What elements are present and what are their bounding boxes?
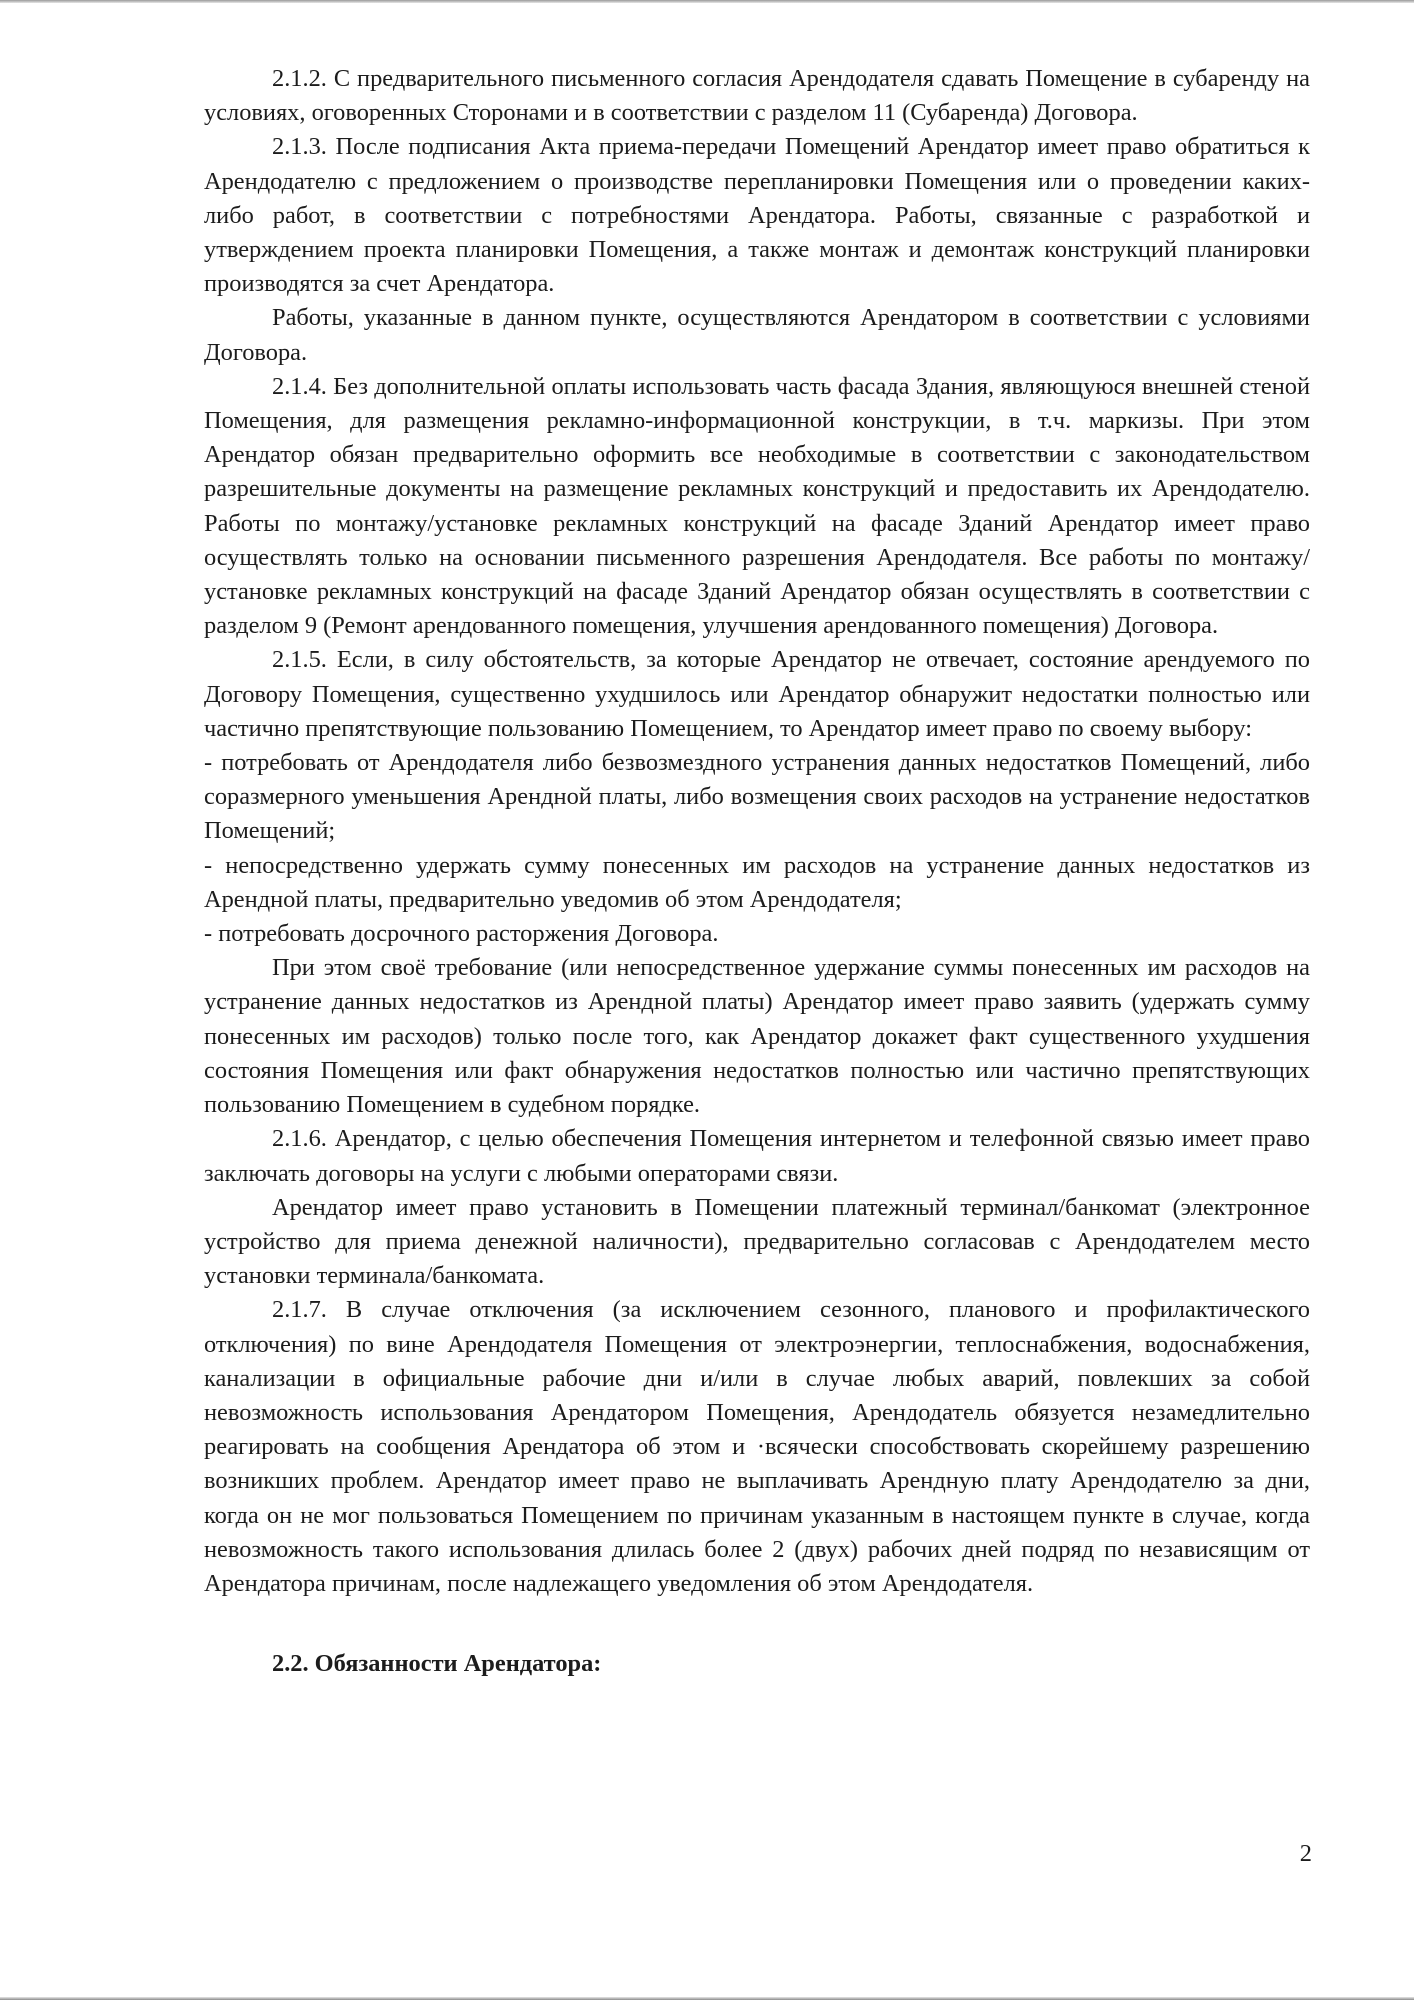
clause-2-1-5-option-2: - непосредственно удержать сумму понесенных им расходов на устранение данных недостатков из Арендной платы, предварительно уведомив об этом Арендодателя; bbox=[204, 851, 1310, 913]
scan-edge-top bbox=[0, 0, 1414, 3]
section-heading: 2.2. Обязанности Арендатора: bbox=[272, 1650, 602, 1678]
document-page bbox=[204, 62, 1310, 1681]
clause-2-1-5-condition: При этом своё требование (или непосредственное удержание суммы понесенных им расходов на устранение данных недостатков из Арендной платы) Арендатор имеет право заявить (удержать сумму понесенных им расходов) только после того, как Арендатор докажет факт существенного ухудшения состояния Помещения или факт обнаружения недостатков полностью или частично препятствующих пользованию Помещением в судебном порядке. bbox=[204, 954, 1310, 1119]
clause-2-1-5: 2.1.5. Если, в силу обстоятельств, за которые Арендатор не отвечает, состояние арендуемого по Договору Помещения, существенно ухудшилось или Арендатор обнаружит недостатки полностью или частично препятствующие пользованию Помещением, то Арендатор имеет право по своему выбору: bbox=[204, 646, 1310, 742]
clause-2-1-2: 2.1.2. С предварительного письменного согласия Арендодателя сдавать Помещение в субаренду на условиях, оговоренных Сторонами и в соответствии с разделом 11 (Субаренда) Договора. bbox=[204, 65, 1310, 127]
clause-2-1-3: 2.1.3. После подписания Акта приема-передачи Помещений Арендатор имеет право обратиться к Арендодателю с предложением о производстве перепланировки Помещения или о проведении каких-либо работ, в соответствии с потребностями Арендатора. Работы, связанные с разработкой и утверждением проекта планировки Помещения, а также монтаж и демонтаж конструкций планировки производятся за счет Арендатора. bbox=[204, 133, 1310, 298]
clause-2-1-6: 2.1.6. Арендатор, с целью обеспечения Помещения интернетом и телефонной связью имеет право заключать договоры на услуги с любыми операторами связи. bbox=[204, 1125, 1310, 1187]
clause-2-1-6-terminal: Арендатор имеет право установить в Помещении платежный терминал/банкомат (электронное устройство для приема денежной наличности), предварительно согласовав с Арендодателем место установки терминала/банкомата. bbox=[204, 1193, 1310, 1290]
clause-2-1-7: 2.1.7. В случае отключения (за исключением сезонного, планового и профилактического отключения) по вине Арендодателя Помещения от электроэнергии, теплоснабжения, водоснабжения, канализации в официальные рабочие дни и/или в случае любых аварий, повлекших за собой невозможность использования Арендатором Помещения, Арендодатель обязуется незамедлительно реагировать на сообщения Арендатора об этом и ·всячески способствовать скорейшему разрешению возникших проблем. Арендатор имеет право не выплачивать Арендную плату Арендодателю за дни, когда он не мог пользоваться Помещением по причинам указанным в настоящем пункте в случае, когда невозможность такого использования длилась более 2 (двух) рабочих дней подряд по независящим от Арендатора причинам, после надлежащего уведомления об этом Арендодателя. bbox=[204, 1296, 1310, 1597]
clause-2-1-5-option-3: - потребовать досрочного расторжения Договора. bbox=[204, 920, 719, 948]
clause-2-1-5-option-1: - потребовать от Арендодателя либо безвозмездного устранения данных недостатков Помещений, либо соразмерного уменьшения Арендной платы, либо возмещения своих расходов на устранение недостатков Помещений; bbox=[204, 749, 1310, 845]
clause-2-1-3-note: Работы, указанные в данном пункте, осуществляются Арендатором в соответствии с условиями Договора. bbox=[204, 304, 1310, 366]
page-number: 2 bbox=[1299, 1840, 1312, 1867]
clause-2-1-4: 2.1.4. Без дополнительной оплаты использовать часть фасада Здания, являющуюся внешней стеной Помещения, для размещения рекламно-информационной конструкции, в т.ч. маркизы. При этом Арендатор обязан предварительно оформить все необходимые в соответствии с законодательством разрешительные документы на размещение рекламных конструкций и предоставить их Арендодателю. Работы по монтажу/установке рекламных конструкций на фасаде Зданий Арендатор имеет право осуществлять только на основании письменного разрешения Арендодателя. Все работы по монтажу/установке рекламных конструкций на фасаде Зданий Арендатор обязан осуществлять в соответствии с разделом 9 (Ремонт арендованного помещения, улучшения арендованного помещения) Договора. bbox=[204, 372, 1310, 640]
